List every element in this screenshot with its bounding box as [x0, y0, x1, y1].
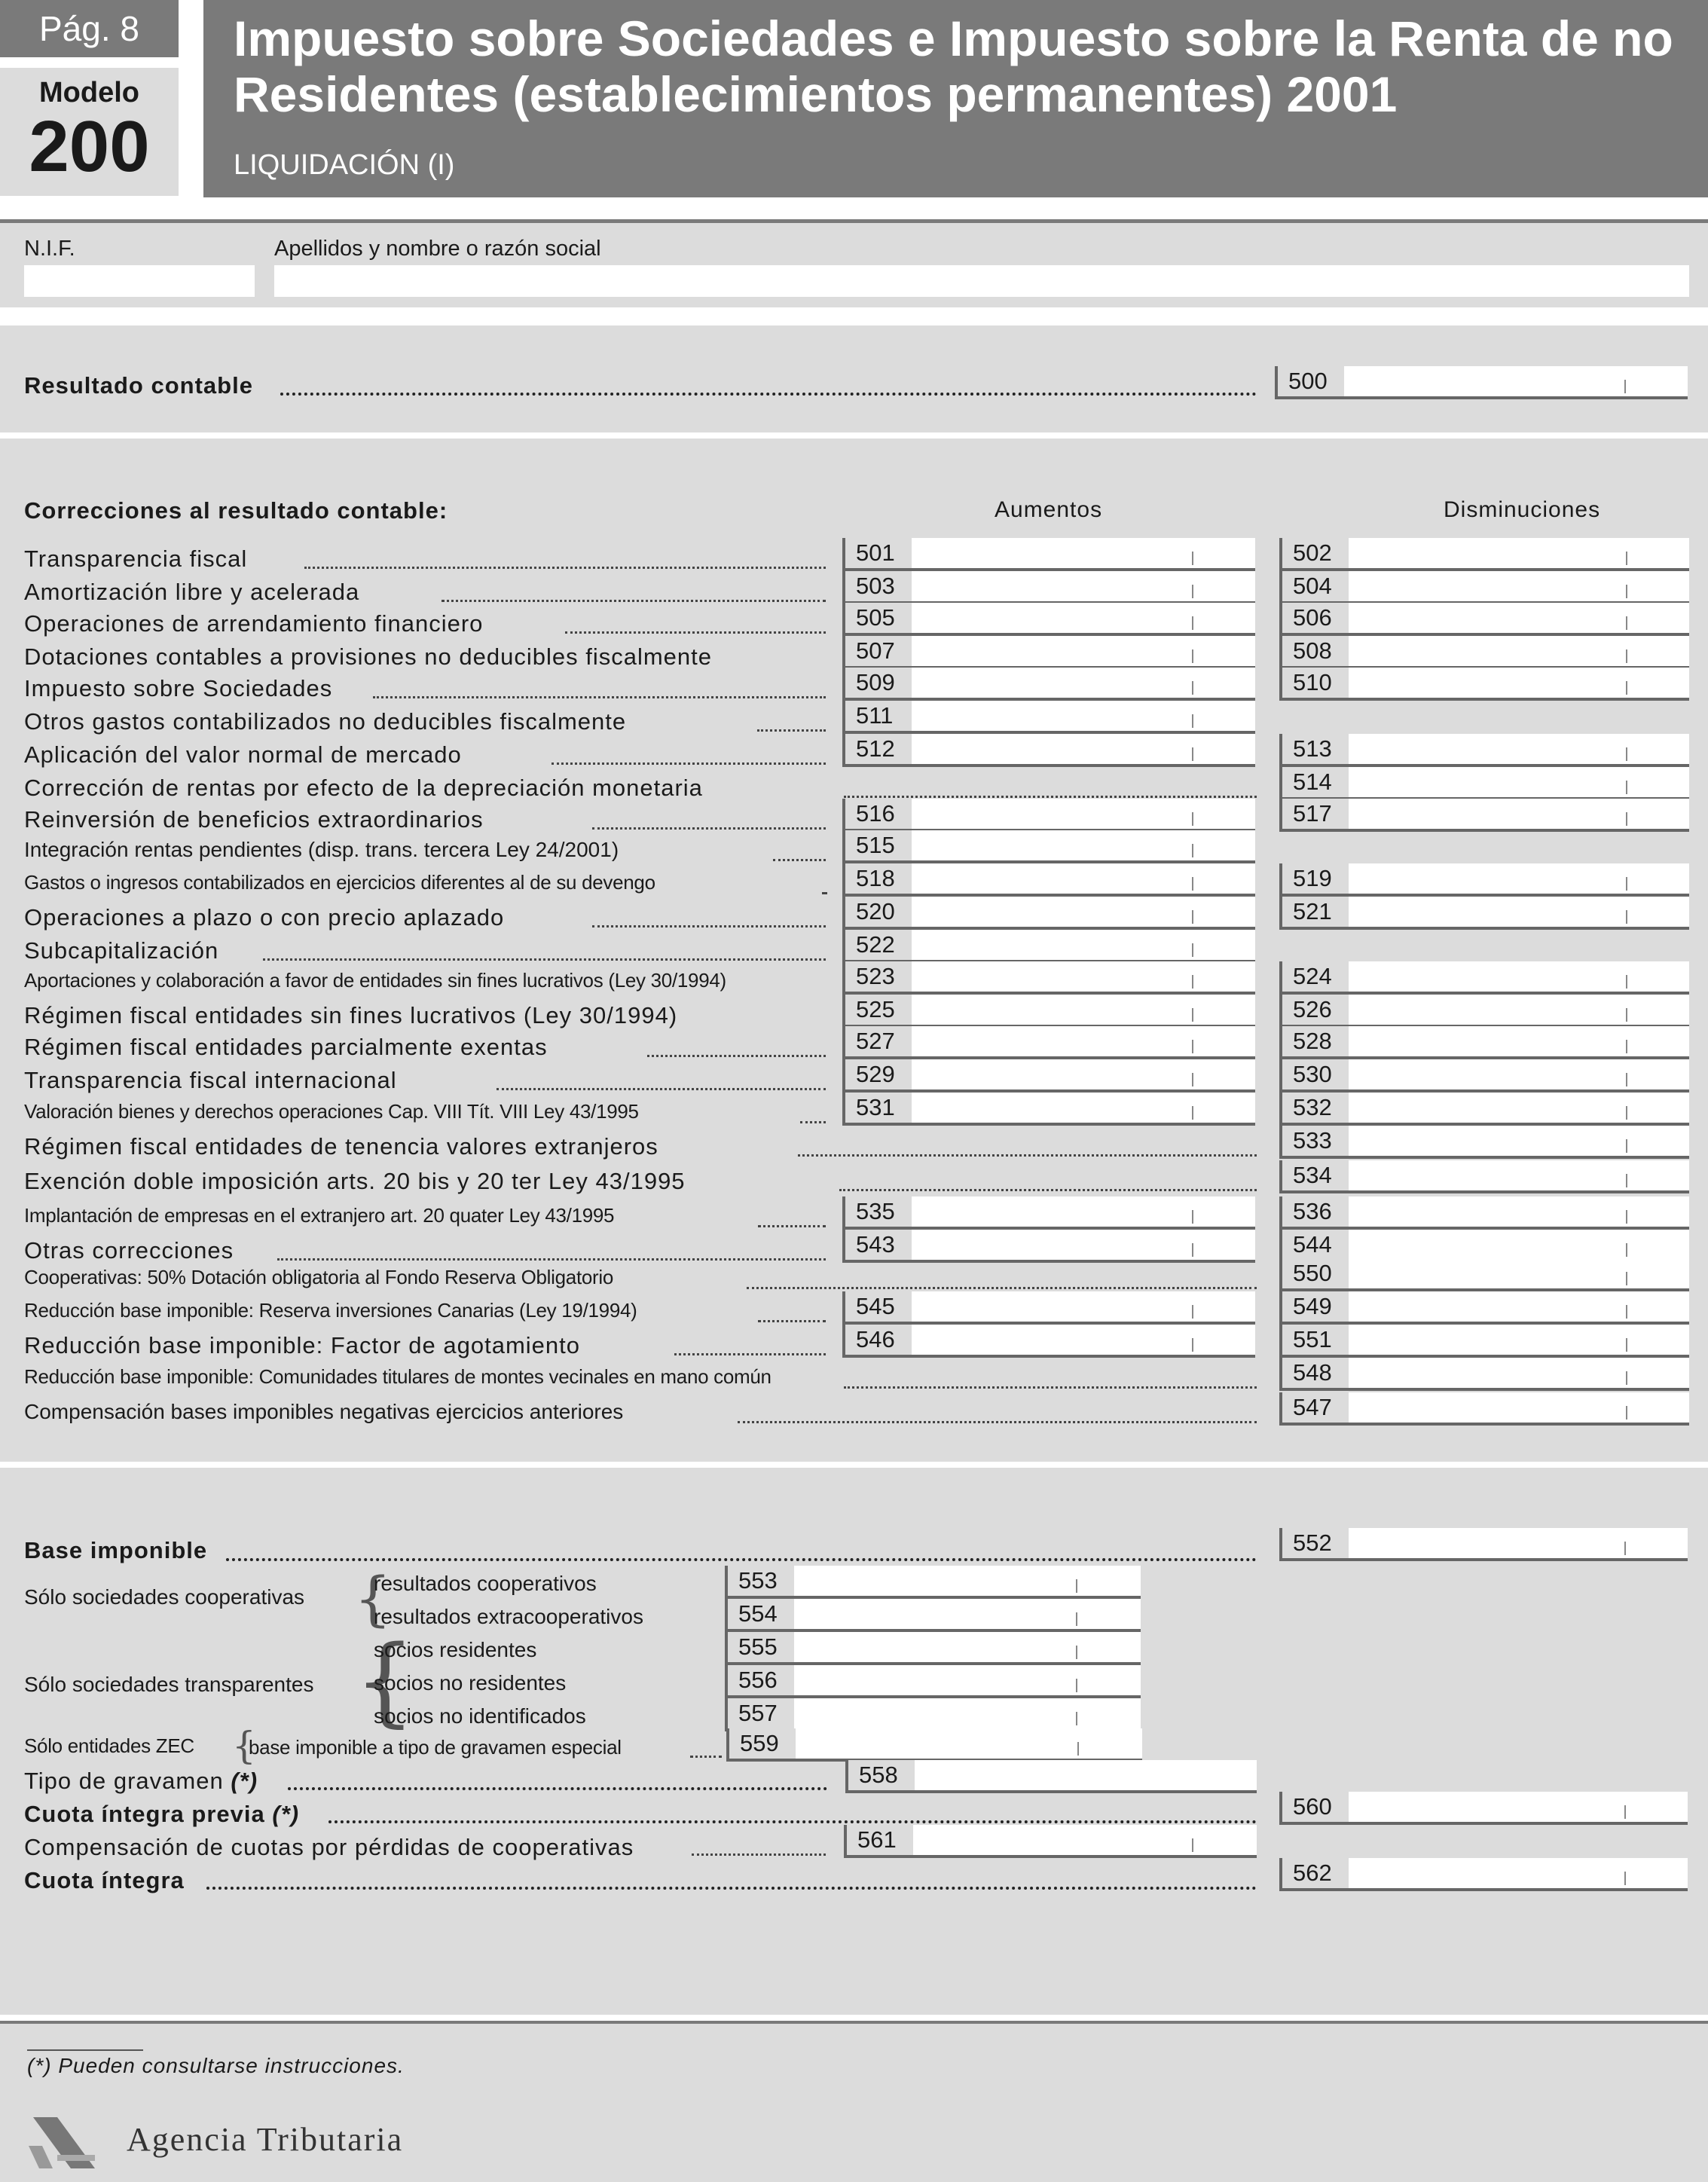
- field-547[interactable]: [1279, 1392, 1689, 1426]
- field-507[interactable]: [842, 636, 1255, 669]
- correccion-label: Operaciones de arrendamiento financiero: [24, 610, 484, 637]
- field-code: 519: [1282, 863, 1349, 894]
- modelo-label: Modelo: [39, 77, 139, 108]
- name-field[interactable]: [274, 265, 1689, 297]
- field-code: 527: [845, 1026, 912, 1056]
- field-code: 521: [1282, 897, 1349, 927]
- base-imponible-label: Base imponible: [24, 1537, 208, 1563]
- field-532[interactable]: [1279, 1093, 1689, 1126]
- correccion-label: Dotaciones contables a provisiones no deducibles fiscalmente: [24, 643, 712, 670]
- field-code: 511: [845, 701, 912, 731]
- nif-label: N.I.F.: [24, 237, 75, 261]
- dot-leader: [798, 1154, 1257, 1157]
- field-code: 535: [845, 1196, 912, 1227]
- field-504[interactable]: [1279, 571, 1689, 604]
- page-subtitle: LIQUIDACIÓN (I): [234, 149, 455, 181]
- field-521[interactable]: [1279, 897, 1689, 930]
- field-551[interactable]: [1279, 1325, 1689, 1358]
- title-banner: [203, 0, 1708, 197]
- dot-leader: [773, 859, 826, 861]
- field-code: 543: [845, 1230, 912, 1260]
- dot-leader: [747, 1287, 1257, 1289]
- field-528[interactable]: [1279, 1026, 1689, 1059]
- transp-brace: {: [354, 1625, 416, 1737]
- field-513[interactable]: [1279, 734, 1689, 767]
- field-554[interactable]: [725, 1599, 1141, 1632]
- dot-leader: [674, 1353, 826, 1355]
- dot-leader: [647, 1055, 826, 1057]
- field-code: 508: [1282, 636, 1349, 666]
- field-code: 505: [845, 603, 912, 633]
- field-code: 551: [1282, 1325, 1349, 1355]
- cuota-integra-label: Cuota íntegra: [24, 1867, 185, 1893]
- field-code: 503: [845, 571, 912, 601]
- field-529[interactable]: [842, 1059, 1255, 1093]
- correccion-label: Régimen fiscal entidades de tenencia valores extranjeros: [24, 1133, 658, 1160]
- field-code: 504: [1282, 571, 1349, 601]
- correccion-label: Reinversión de beneficios extraordinarios: [24, 806, 484, 833]
- field-512[interactable]: [842, 734, 1255, 767]
- correccion-label: Transparencia fiscal internacional: [24, 1067, 397, 1093]
- correccion-label: Transparencia fiscal: [24, 546, 248, 572]
- dot-leader: [304, 567, 826, 569]
- correccion-label: Reducción base imponible: Comunidades titulares de montes vecinales en mano común: [24, 1365, 772, 1388]
- identification-band: [0, 223, 1708, 307]
- field-527[interactable]: [842, 1026, 1255, 1059]
- field-503[interactable]: [842, 571, 1255, 604]
- field-546[interactable]: [842, 1325, 1255, 1358]
- correccion-label: Amortización libre y acelerada: [24, 579, 360, 605]
- field-code: 532: [1282, 1093, 1349, 1123]
- field-552[interactable]: 552: [1279, 1528, 1688, 1561]
- field-526[interactable]: [1279, 995, 1689, 1028]
- field-523[interactable]: [842, 961, 1255, 995]
- dot-leader: [758, 1225, 826, 1227]
- field-549[interactable]: [1279, 1291, 1689, 1325]
- field-508[interactable]: [1279, 636, 1689, 669]
- column-aumentos: Aumentos: [995, 497, 1103, 522]
- field-code: 514: [1282, 767, 1349, 797]
- dot-leader: [800, 1121, 826, 1123]
- field-code: 529: [845, 1059, 912, 1089]
- dot-leader: [592, 925, 826, 928]
- field-535[interactable]: [842, 1196, 1255, 1230]
- agency-name: Agencia Tributaria: [127, 2121, 404, 2158]
- field-code: 501: [845, 538, 912, 568]
- field-code: 546: [845, 1325, 912, 1355]
- correccion-label: Cooperativas: 50% Dotación obligatoria al Fondo Reserva Obligatorio: [24, 1266, 614, 1288]
- correccion-label: Exención doble imposición arts. 20 bis y 20 ter Ley 43/1995: [24, 1168, 686, 1194]
- field-code: 528: [1282, 1026, 1349, 1056]
- correccion-label: Otras correcciones: [24, 1237, 234, 1264]
- resultado-label: Resultado contable: [24, 372, 253, 399]
- correccion-label: Reducción base imponible: Factor de agotamiento: [24, 1332, 581, 1358]
- field-code: 518: [845, 863, 912, 894]
- field-code: 555: [728, 1632, 794, 1662]
- field-543[interactable]: [842, 1230, 1255, 1263]
- field-560[interactable]: 560: [1279, 1792, 1688, 1825]
- dot-leader: [692, 1853, 826, 1856]
- field-code: 550: [1282, 1258, 1349, 1288]
- field-code: 525: [845, 995, 912, 1025]
- cuota-previa-label: Cuota íntegra previa (*): [24, 1801, 300, 1827]
- field-561[interactable]: 561: [844, 1825, 1257, 1858]
- correccion-label: Régimen fiscal entidades parcialmente exentas: [24, 1034, 548, 1060]
- dot-leader: [844, 1386, 1257, 1389]
- field-559[interactable]: 559: [726, 1728, 1142, 1762]
- dot-leader: [280, 393, 1257, 396]
- field-550[interactable]: [1279, 1258, 1689, 1291]
- field-code: 520: [845, 897, 912, 927]
- field-code: 506: [1282, 603, 1349, 633]
- dot-leader: [552, 762, 826, 765]
- field-code: 553: [728, 1566, 794, 1596]
- dot-leader: [690, 1756, 722, 1758]
- dot-leader: [373, 696, 826, 698]
- dot-leader: [738, 1421, 1257, 1423]
- field-514[interactable]: [1279, 767, 1689, 800]
- field-code: 554: [728, 1599, 794, 1629]
- correccion-label: Aplicación del valor normal de mercado: [24, 741, 462, 768]
- correccion-label: Régimen fiscal entidades sin fines lucrativos (Ley 30/1994): [24, 1002, 678, 1028]
- dot-leader: [277, 1258, 826, 1261]
- modelo-number: 200: [29, 106, 150, 187]
- field-515[interactable]: [842, 830, 1255, 863]
- field-553[interactable]: [725, 1566, 1141, 1599]
- field-506[interactable]: [1279, 603, 1689, 636]
- dot-leader: [226, 1558, 1257, 1561]
- correcciones-section: [0, 439, 1708, 1462]
- field-code: 547: [1282, 1392, 1349, 1423]
- field-code: 517: [1282, 799, 1349, 829]
- resultado-section: [0, 325, 1708, 432]
- dot-leader: [288, 1787, 827, 1790]
- field-524[interactable]: [1279, 961, 1689, 995]
- page-title: [234, 11, 1688, 122]
- correccion-label: Impuesto sobre Sociedades: [24, 675, 333, 701]
- transp-row-label: socios no identificados: [374, 1704, 586, 1728]
- correccion-label: Aportaciones y colaboración a favor de entidades sin fines lucrativos (Ley 30/1994): [24, 969, 726, 992]
- field-510[interactable]: [1279, 668, 1689, 701]
- field-code: 545: [845, 1291, 912, 1322]
- field-500[interactable]: 500: [1275, 366, 1688, 399]
- dot-leader: [844, 796, 1257, 798]
- field-code: 523: [845, 961, 912, 992]
- field-code: 515: [845, 830, 912, 860]
- field-502[interactable]: [1279, 538, 1689, 571]
- field-code: 524: [1282, 961, 1349, 992]
- field-519[interactable]: [1279, 863, 1689, 897]
- zec-row-label: base imponible a tipo de gravamen especial: [249, 1736, 622, 1759]
- page-number: Pág. 8: [0, 0, 179, 57]
- field-556[interactable]: [725, 1665, 1141, 1698]
- field-520[interactable]: [842, 897, 1255, 930]
- correccion-label: Integración rentas pendientes (disp. trans. tercera Ley 24/2001): [24, 838, 619, 861]
- coop-label: Sólo sociedades cooperativas: [24, 1585, 305, 1609]
- field-code: 509: [845, 668, 912, 698]
- field-548[interactable]: [1279, 1358, 1689, 1391]
- field-code: 531: [845, 1093, 912, 1123]
- field-code: 548: [1282, 1358, 1349, 1388]
- dot-leader: [263, 958, 826, 961]
- field-code: 544: [1282, 1230, 1349, 1260]
- dot-leader: [328, 1820, 1257, 1823]
- correccion-label: Otros gastos contabilizados no deducibles fiscalmente: [24, 708, 627, 735]
- title-line-2: Residentes (establecimientos permanentes) 2001: [234, 66, 1398, 122]
- transp-label: Sólo sociedades transparentes: [24, 1673, 314, 1696]
- field-code: 534: [1282, 1160, 1349, 1190]
- correcciones-heading: Correcciones al resultado contable:: [24, 497, 448, 524]
- field-code: 502: [1282, 538, 1349, 568]
- field-code: 526: [1282, 995, 1349, 1025]
- dot-leader: [592, 827, 826, 830]
- dot-leader: [822, 892, 826, 894]
- field-517[interactable]: [1279, 799, 1689, 832]
- zec-brace: {: [232, 1724, 256, 1768]
- dot-leader: [565, 631, 826, 634]
- field-code: 557: [728, 1698, 794, 1728]
- field-522[interactable]: [842, 930, 1255, 963]
- correccion-label: Subcapitalización: [24, 937, 219, 964]
- field-505[interactable]: [842, 603, 1255, 636]
- correccion-label: Gastos o ingresos contabilizados en ejercicios diferentes al de su devengo: [24, 871, 655, 894]
- tipo-gravamen-label: Tipo de gravamen (*): [24, 1768, 258, 1794]
- dot-leader: [442, 600, 826, 602]
- coop-row-label: resultados cooperativos: [374, 1572, 597, 1595]
- name-label: Apellidos y nombre o razón social: [274, 237, 601, 261]
- correccion-label: Implantación de empresas en el extranjero art. 20 quater Ley 43/1995: [24, 1204, 615, 1227]
- field-536[interactable]: [1279, 1196, 1689, 1230]
- field-code: 522: [845, 930, 912, 960]
- field-516[interactable]: [842, 799, 1255, 832]
- field-code: 512: [845, 734, 912, 764]
- field-code: 530: [1282, 1059, 1349, 1089]
- field-518[interactable]: [842, 863, 1255, 897]
- field-558[interactable]: 558: [845, 1760, 1257, 1793]
- column-disminuciones: Disminuciones: [1444, 497, 1601, 522]
- field-code: 513: [1282, 734, 1349, 764]
- correccion-label: Reducción base imponible: Reserva inversiones Canarias (Ley 19/1994): [24, 1299, 637, 1322]
- field-533[interactable]: [1279, 1126, 1689, 1159]
- transp-row-label: socios no residentes: [374, 1671, 567, 1695]
- dot-leader: [758, 1320, 826, 1322]
- field-562[interactable]: 562: [1279, 1858, 1688, 1891]
- dot-leader: [757, 729, 826, 732]
- transp-row-label: socios residentes: [374, 1638, 537, 1661]
- dot-leader: [206, 1887, 1257, 1890]
- field-545[interactable]: [842, 1291, 1255, 1325]
- dot-leader: [497, 1088, 826, 1090]
- field-557[interactable]: [725, 1698, 1141, 1731]
- field-code: 549: [1282, 1291, 1349, 1322]
- agency-logo-icon: [27, 2116, 102, 2174]
- dot-leader: [839, 1189, 1257, 1191]
- correccion-label: Operaciones a plazo o con precio aplazado: [24, 904, 505, 931]
- compensacion-cuotas-label: Compensación de cuotas por pérdidas de cooperativas: [24, 1834, 634, 1860]
- field-509[interactable]: [842, 668, 1255, 701]
- correccion-label: Corrección de rentas por efecto de la depreciación monetaria: [24, 775, 703, 801]
- nif-field[interactable]: [24, 265, 255, 297]
- field-code: 507: [845, 636, 912, 666]
- footnote-rule: [27, 2049, 143, 2051]
- zec-label: Sólo entidades ZEC: [24, 1734, 194, 1757]
- field-code: 533: [1282, 1126, 1349, 1156]
- field-530[interactable]: [1279, 1059, 1689, 1093]
- correccion-label: Compensación bases imponibles negativas ejercicios anteriores: [24, 1400, 624, 1423]
- coop-row-label: resultados extracooperativos: [374, 1605, 643, 1628]
- footnote: (*) Pueden consultarse instrucciones.: [27, 2054, 405, 2077]
- correccion-label: Valoración bienes y derechos operaciones Cap. VIII Tít. VIII Ley 43/1995: [24, 1100, 639, 1123]
- title-line-1: Impuesto sobre Sociedades e Impuesto sobre la Renta de no: [234, 11, 1673, 66]
- field-534[interactable]: [1279, 1160, 1689, 1193]
- field-555[interactable]: [725, 1632, 1141, 1665]
- coop-brace: {: [354, 1566, 392, 1633]
- field-511[interactable]: [842, 701, 1255, 734]
- field-code: 556: [728, 1665, 794, 1695]
- field-code: 536: [1282, 1196, 1349, 1227]
- field-501[interactable]: [842, 538, 1255, 571]
- base-section: [0, 1468, 1708, 2015]
- field-531[interactable]: [842, 1093, 1255, 1126]
- field-code: 516: [845, 799, 912, 829]
- field-525[interactable]: [842, 995, 1255, 1028]
- field-code: 510: [1282, 668, 1349, 698]
- modelo-box: [0, 68, 179, 196]
